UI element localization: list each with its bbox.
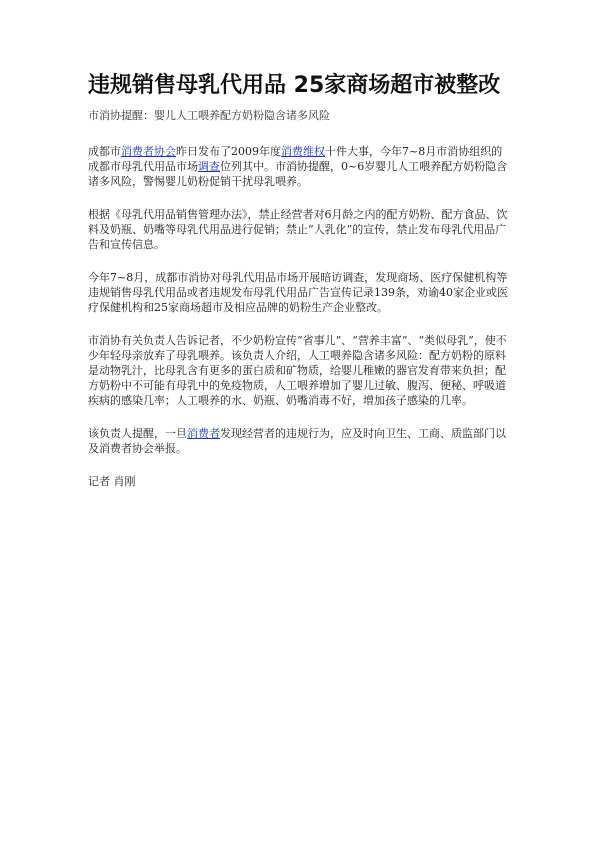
link-consumer-rights[interactable]: 消费维权 [281, 145, 325, 158]
paragraph-2: 根据《母乳代用品销售管理办法》，禁止经营者对6月龄之内的配方奶粉、配方食品、饮料及奶瓶、奶嘴等母乳代用品进行促销；禁止“人乳化”的宣传，禁止发布母乳代用品广告和宣传信息。 [88, 208, 508, 251]
author-byline: 记者 肖刚 [88, 475, 136, 488]
paragraph-text: 成都市 [88, 145, 121, 158]
article [88, 72, 508, 489]
paragraph-4: 市消协有关负责人告诉记者，不少奶粉宣传“省事儿”、“营养丰富”、“类似母乳”，使不少年轻母亲放弃了母乳喂养。该负责人介绍，人工喂养隐含诸多风险：配方奶粉的原料是动物乳汁，比母乳含有更多的蛋白质和矿物质，给婴儿稚嫩的器官发育带来负担；配方奶粉中不可能有母乳中的免疫物质，人工喂养增加了婴儿过敏、腹泻、便秘、呼吸道疾病的感染几率；人工喂养的水、奶瓶、奶嘴消毒不好，增加孩子感染的几率。 [88, 334, 507, 407]
paragraph-5 [88, 426, 508, 456]
link-consumer[interactable]: 消费者 [187, 427, 220, 440]
paragraph-text: 该负责人提醒，一旦 [88, 427, 187, 440]
article-title: 违规销售母乳代用品 25家商场超市被整改 [88, 73, 501, 98]
paragraph-text: 十件大事，今年7~8月市消协组织的成都市母乳代用品市场 [88, 145, 503, 173]
paragraph-3: 今年7~8月，成都市消协对母乳代用品市场开展暗访调查，发现商场、医疗保健机构等违规销售母乳代用品或者违规发布母乳代用品广告宣传记录139条，劝谕40家企业或医疗保健机构和25家商场超市及相应品牌的奶粉生产企业整改。 [88, 271, 508, 314]
paragraph-1 [88, 144, 508, 189]
paragraph-text: 位列其中。市消协提醒，0~6岁婴儿人工喂养配方奶粉隐含诸多风险，警惕婴儿奶粉促销干扰母乳喂养。 [88, 160, 508, 188]
paragraph-text: 发现经营者的违规行为，应及时向卫生、工商、质监部门以及消费者协会举报。 [88, 427, 506, 455]
article-subtitle: 市消协提醒：婴儿人工喂养配方奶粉隐含诸多风险 [88, 109, 330, 122]
paragraph-text: 昨日发布了2009年度 [176, 145, 281, 158]
link-consumer-association[interactable]: 消费者协会 [121, 145, 176, 158]
link-survey[interactable]: 调查 [198, 160, 220, 173]
